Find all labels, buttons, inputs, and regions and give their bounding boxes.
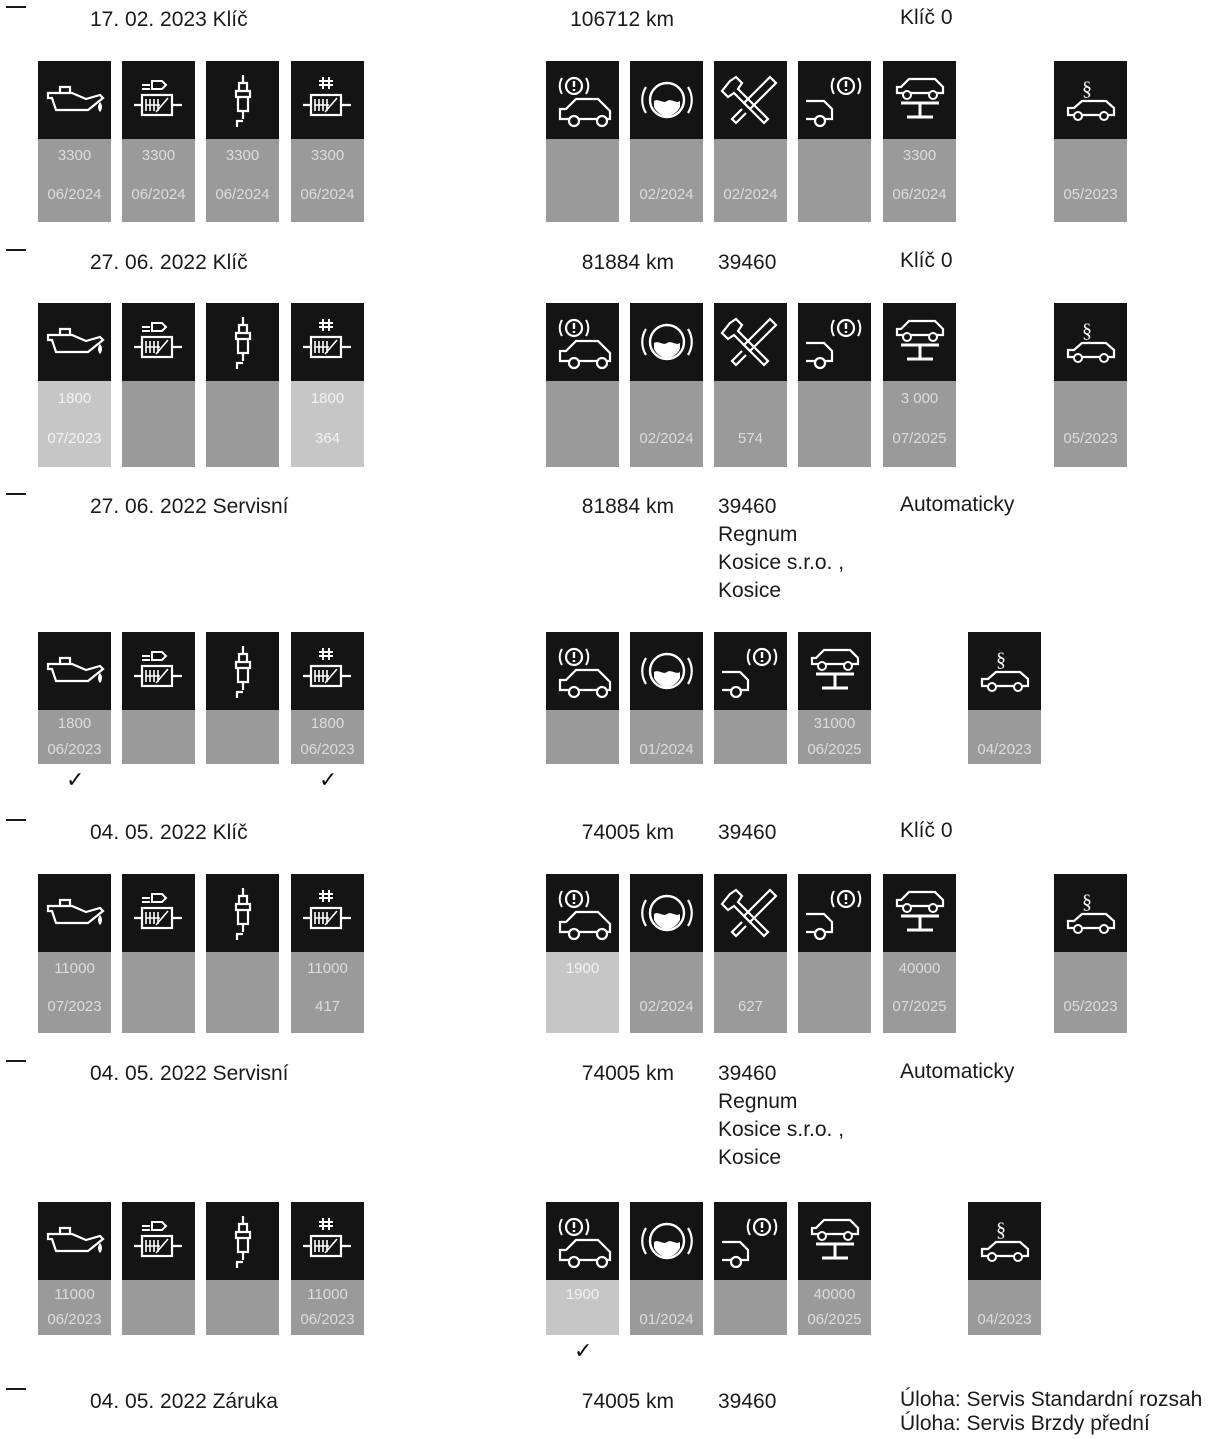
inspection-car-icon [968, 632, 1041, 710]
tile-values [630, 1280, 703, 1335]
tile-values [798, 139, 871, 222]
service-tile [546, 61, 619, 222]
tile-values [122, 381, 195, 467]
tile-values [122, 952, 195, 1033]
tile-values [798, 710, 871, 764]
car-lift-icon [798, 1202, 871, 1280]
service-tile [38, 632, 111, 764]
tile-value-primary: 3 000 [900, 390, 939, 407]
tile-values [798, 952, 871, 1033]
entry-extra: 39460 Regnum Kosice s.r.o. , Kosice [718, 495, 845, 602]
brake-car-icon [546, 874, 619, 952]
tile-values [291, 952, 364, 1033]
tile-value-secondary: 07/2023 [47, 430, 102, 447]
tile-values [206, 952, 279, 1033]
service-tile [630, 61, 703, 222]
tile-values [122, 139, 195, 222]
tile-value-secondary: 06/2024 [131, 186, 186, 203]
entry-date-type: 17. 02. 2023 Klíč [90, 8, 248, 31]
service-tile [122, 1202, 195, 1335]
spark-plug-icon [206, 874, 279, 952]
service-tile [546, 632, 619, 764]
entry-extra: 39460 Regnum Kosice s.r.o. , Kosice [718, 1062, 845, 1169]
tile-values [630, 139, 703, 222]
oil-can-icon [38, 61, 111, 139]
entry-mileage: 106712 km [570, 8, 674, 31]
tile-value-primary: 1900 [565, 1286, 600, 1303]
service-tile [38, 874, 111, 1033]
particle-filter-icon [291, 632, 364, 710]
exhaust-filter-icon [122, 874, 195, 952]
service-tile [291, 61, 364, 222]
tile-values [38, 139, 111, 222]
tile-value-primary: 11000 [54, 1286, 95, 1303]
spark-plug-icon [206, 632, 279, 710]
tile-value-primary: 1800 [57, 390, 92, 407]
tile-values [38, 1280, 111, 1335]
tile-value-secondary: 02/2024 [723, 186, 778, 203]
tile-value-secondary: 06/2023 [47, 1311, 102, 1328]
tile-value-secondary: 07/2025 [892, 430, 947, 447]
service-tile [883, 874, 956, 1033]
entry-date-type: 27. 06. 2022 Klíč [90, 251, 248, 274]
entry-header [0, 6, 1229, 38]
service-tile [630, 874, 703, 1033]
entry-dash [6, 1388, 26, 1390]
service-tile [206, 1202, 279, 1335]
tile-value-primary: 3300 [310, 147, 345, 164]
tile-value-primary: 1800 [57, 715, 92, 732]
entry-dash [6, 819, 26, 821]
brake-car-icon [546, 1202, 619, 1280]
service-tile [798, 632, 871, 764]
service-tile [1054, 61, 1127, 222]
brake-fluid-icon [630, 303, 703, 381]
service-tile [1054, 874, 1127, 1033]
service-tile [38, 61, 111, 222]
inspection-car-icon [1054, 874, 1127, 952]
tile-value-secondary: 02/2024 [639, 186, 694, 203]
tile-values [546, 139, 619, 222]
service-tile [968, 632, 1041, 764]
tile-values [38, 952, 111, 1033]
tile-value-secondary: 01/2024 [639, 741, 694, 758]
service-tile [714, 874, 787, 1033]
tile-value-primary: 11000 [54, 960, 95, 977]
svg-text:§: § [1081, 78, 1092, 100]
entry-header [0, 1388, 1229, 1435]
tile-value-secondary: 06/2024 [47, 186, 102, 203]
tile-values [291, 710, 364, 764]
tools-icon [714, 61, 787, 139]
service-tile [122, 632, 195, 764]
service-tile [38, 303, 111, 467]
service-tile [714, 1202, 787, 1335]
tile-values [883, 381, 956, 467]
tile-values [798, 381, 871, 467]
checkmark-icon: ✓ [574, 1338, 593, 1363]
entry-mileage: 74005 km [581, 821, 674, 844]
service-tile [122, 874, 195, 1033]
tile-value-primary: 31000 [813, 715, 856, 732]
service-tile [206, 61, 279, 222]
tile-value-primary: 1900 [565, 960, 600, 977]
tile-value-secondary: 06/2023 [300, 741, 355, 758]
svg-text:§: § [1081, 320, 1092, 342]
rear-brake-icon [798, 61, 871, 139]
tile-value-primary: 1800 [310, 715, 345, 732]
tile-value-primary: 40000 [898, 960, 941, 977]
entry-info: Automaticky [900, 493, 1015, 516]
entry-header [0, 249, 1229, 281]
entry-dash [6, 1060, 26, 1062]
brake-fluid-icon [630, 61, 703, 139]
entry-info: Klíč 0 [900, 6, 953, 29]
tile-values [714, 952, 787, 1033]
entry-info: Úloha: Servis Standardní rozsah Úloha: Servis Brzdy přední [900, 1388, 1203, 1435]
service-tile [883, 61, 956, 222]
tile-values [630, 710, 703, 764]
tile-values [546, 952, 619, 1033]
car-lift-icon [798, 632, 871, 710]
spark-plug-icon [206, 61, 279, 139]
tools-icon [714, 303, 787, 381]
tile-values [968, 1280, 1041, 1335]
tile-value-secondary: 06/2024 [215, 186, 270, 203]
service-tile [122, 61, 195, 222]
tile-value-secondary: 05/2023 [1063, 998, 1118, 1015]
brake-car-icon [546, 632, 619, 710]
tile-values [206, 710, 279, 764]
service-tile [122, 303, 195, 467]
tile-value-secondary: 07/2025 [892, 998, 947, 1015]
service-tile [798, 303, 871, 467]
tile-values [291, 139, 364, 222]
tile-value-secondary: 06/2023 [47, 741, 102, 758]
rear-brake-icon [714, 632, 787, 710]
tile-values [1054, 139, 1127, 222]
tile-value-secondary: 417 [314, 998, 341, 1015]
tile-values [122, 710, 195, 764]
tile-value-primary: 11000 [307, 1286, 348, 1303]
checkmark-icon: ✓ [319, 767, 338, 792]
tile-values [546, 1280, 619, 1335]
tile-value-secondary: 627 [737, 998, 764, 1015]
service-tile [206, 632, 279, 764]
tile-values [546, 710, 619, 764]
entry-mileage: 81884 km [581, 251, 674, 274]
tile-values [38, 710, 111, 764]
particle-filter-icon [291, 303, 364, 381]
car-lift-icon [883, 61, 956, 139]
tile-value-secondary: 05/2023 [1063, 430, 1118, 447]
tile-values [883, 952, 956, 1033]
service-tile [798, 874, 871, 1033]
oil-can-icon [38, 1202, 111, 1280]
tile-values [630, 381, 703, 467]
particle-filter-icon [291, 874, 364, 952]
inspection-car-icon [968, 1202, 1041, 1280]
tile-values [630, 952, 703, 1033]
tile-value-secondary: 06/2024 [300, 186, 355, 203]
entry-extra: 39460 [718, 251, 777, 274]
tile-values [714, 1280, 787, 1335]
brake-car-icon [546, 303, 619, 381]
tools-icon [714, 874, 787, 952]
tile-values [714, 139, 787, 222]
entry-date-type: 04. 05. 2022 Záruka [90, 1390, 278, 1413]
tile-value-secondary: 07/2023 [47, 998, 102, 1015]
service-tile [630, 1202, 703, 1335]
service-tile [798, 1202, 871, 1335]
service-tile [291, 632, 364, 764]
entry-info: Klíč 0 [900, 819, 953, 842]
entry-dash [6, 249, 26, 251]
entry-date-type: 04. 05. 2022 Servisní [90, 1062, 289, 1085]
entry-info: Automaticky [900, 1060, 1015, 1083]
service-tile [546, 874, 619, 1033]
oil-can-icon [38, 874, 111, 952]
tile-value-primary: 3300 [57, 147, 92, 164]
tile-value-secondary: 06/2024 [892, 186, 947, 203]
tile-value-primary: 11000 [307, 960, 348, 977]
inspection-car-icon [1054, 303, 1127, 381]
service-tile [1054, 303, 1127, 467]
tile-values [291, 1280, 364, 1335]
tile-value-secondary: 06/2023 [300, 1311, 355, 1328]
tile-value-secondary: 06/2025 [807, 741, 862, 758]
entry-extra: 39460 [718, 821, 777, 844]
tile-value-secondary: 01/2024 [639, 1311, 694, 1328]
tile-values [206, 139, 279, 222]
entry-dash [6, 6, 26, 8]
service-tile [38, 1202, 111, 1335]
tile-value-secondary: 06/2025 [807, 1311, 862, 1328]
tile-value-primary: 3300 [141, 147, 176, 164]
service-tile [546, 1202, 619, 1335]
spark-plug-icon [206, 1202, 279, 1280]
tile-value-primary: 3300 [902, 147, 937, 164]
entry-extra: 39460 [718, 1390, 777, 1413]
tile-value-secondary: 574 [737, 430, 764, 447]
tile-values [206, 1280, 279, 1335]
service-tile [883, 303, 956, 467]
tile-values [291, 381, 364, 467]
service-tile [291, 303, 364, 467]
car-lift-icon [883, 303, 956, 381]
entry-mileage: 81884 km [581, 495, 674, 518]
tile-values [883, 139, 956, 222]
service-tile [630, 303, 703, 467]
svg-text:§: § [995, 1219, 1006, 1241]
tile-values [546, 381, 619, 467]
brake-fluid-icon [630, 874, 703, 952]
entry-info: Klíč 0 [900, 249, 953, 272]
service-tile [714, 303, 787, 467]
entry-date-type: 27. 06. 2022 Servisní [90, 495, 289, 518]
tile-value-secondary: 02/2024 [639, 430, 694, 447]
entry-dash [6, 493, 26, 495]
particle-filter-icon [291, 1202, 364, 1280]
tile-values [122, 1280, 195, 1335]
tile-values [1054, 381, 1127, 467]
service-tile [714, 61, 787, 222]
service-tile [968, 1202, 1041, 1335]
service-tile [798, 61, 871, 222]
rear-brake-icon [714, 1202, 787, 1280]
entry-mileage: 74005 km [581, 1062, 674, 1085]
inspection-car-icon [1054, 61, 1127, 139]
tile-values [38, 381, 111, 467]
entry-date-type: 04. 05. 2022 Klíč [90, 821, 248, 844]
particle-filter-icon [291, 61, 364, 139]
tile-values [714, 710, 787, 764]
tile-values [206, 381, 279, 467]
oil-can-icon [38, 303, 111, 381]
exhaust-filter-icon [122, 632, 195, 710]
rear-brake-icon [798, 874, 871, 952]
entry-header [0, 493, 1229, 602]
exhaust-filter-icon [122, 61, 195, 139]
service-tile [291, 1202, 364, 1335]
service-tile [206, 303, 279, 467]
exhaust-filter-icon [122, 303, 195, 381]
tile-values [714, 381, 787, 467]
checkmark-icon: ✓ [66, 767, 85, 792]
svg-text:§: § [1081, 891, 1092, 913]
tile-values [1054, 952, 1127, 1033]
tile-values [968, 710, 1041, 764]
exhaust-filter-icon [122, 1202, 195, 1280]
car-lift-icon [883, 874, 956, 952]
svg-text:§: § [995, 649, 1006, 671]
service-tile [291, 874, 364, 1033]
brake-fluid-icon [630, 1202, 703, 1280]
service-tile [630, 632, 703, 764]
spark-plug-icon [206, 303, 279, 381]
tile-value-primary: 3300 [225, 147, 260, 164]
brake-fluid-icon [630, 632, 703, 710]
entry-header [0, 1060, 1229, 1169]
tile-value-secondary: 364 [314, 430, 341, 447]
service-tile [546, 303, 619, 467]
tile-value-primary: 1800 [310, 390, 345, 407]
tile-values [798, 1280, 871, 1335]
oil-can-icon [38, 632, 111, 710]
tile-value-secondary: 05/2023 [1063, 186, 1118, 203]
tile-value-primary: 40000 [813, 1286, 856, 1303]
brake-car-icon [546, 61, 619, 139]
tile-value-secondary: 04/2023 [977, 1311, 1032, 1328]
service-tile [714, 632, 787, 764]
entry-mileage: 74005 km [581, 1390, 674, 1413]
tile-value-secondary: 02/2024 [639, 998, 694, 1015]
tile-value-secondary: 04/2023 [977, 741, 1032, 758]
entry-header [0, 819, 1229, 851]
service-tile [206, 874, 279, 1033]
rear-brake-icon [798, 303, 871, 381]
